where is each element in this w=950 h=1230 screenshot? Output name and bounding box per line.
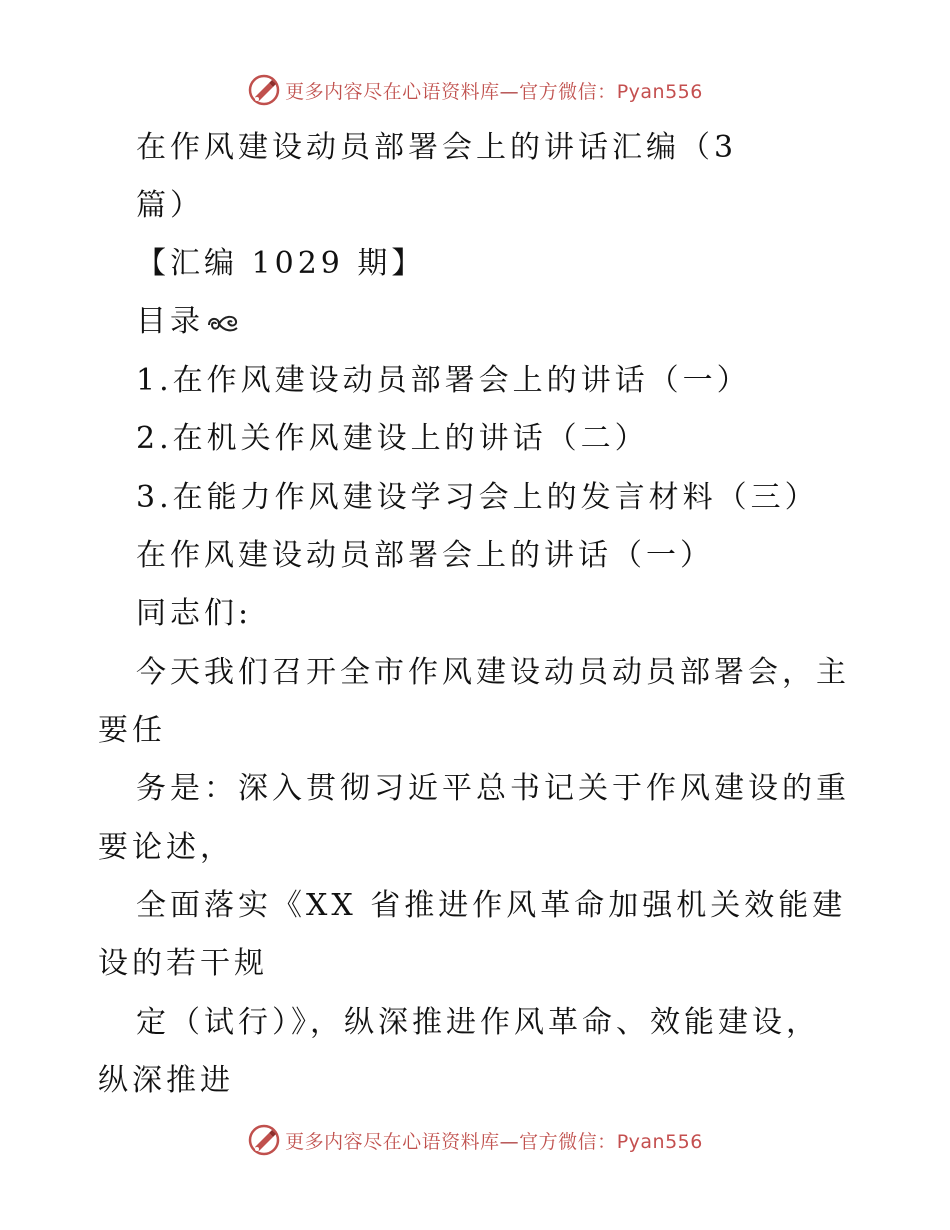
pen-logo-icon (247, 1123, 281, 1157)
body-line-2: 要任 (98, 713, 166, 748)
watermark-dash: — (499, 80, 520, 103)
toc-item-3: 3.在能力作风建设学习会上的发言材料（三） (136, 480, 819, 515)
section-title: 在作风建设动员部署会上的讲话（一） (136, 538, 714, 573)
wechat-id: Pyan556 (616, 80, 703, 103)
watermark-dash: — (499, 1130, 520, 1153)
document-title-line-1: 在作风建设动员部署会上的讲话汇编（3 (136, 130, 738, 165)
toc-item-2: 2.在机关作风建设上的讲话（二） (136, 421, 649, 456)
wechat-id: Pyan556 (616, 1130, 703, 1153)
footer-watermark (0, 1120, 950, 1160)
document-title-line-2: 篇） (136, 188, 204, 223)
body-line-6: 设的若干规 (98, 946, 268, 981)
wechat-label: 官方微信： (519, 80, 617, 103)
watermark-text: 更多内容尽在心语资料库 (285, 1130, 500, 1153)
body-line-7: 定（试行）》，纵深推进作风革命、效能建设， (136, 1005, 820, 1040)
flourish-icon (206, 311, 240, 335)
toc-heading-row (136, 302, 240, 342)
body-line-1: 今天我们召开全市作风建设动员动员部署会，主 (136, 655, 850, 690)
toc-heading: 目录 (136, 304, 204, 339)
wechat-label: 官方微信： (519, 1130, 617, 1153)
body-line-3: 务是：深入贯彻习近平总书记关于作风建设的重 (136, 771, 850, 806)
body-line-5: 全面落实《XX 省推进作风革命加强机关效能建 (136, 888, 847, 923)
body-line-4: 要论述， (98, 830, 234, 865)
salutation: 同志们: (136, 596, 253, 631)
watermark-text: 更多内容尽在心语资料库 (285, 80, 500, 103)
body-line-8: 纵深推进 (98, 1063, 234, 1098)
toc-item-1: 1.在作风建设动员部署会上的讲话（一） (136, 363, 751, 398)
issue-number: 【汇编 1029 期】 (136, 246, 426, 281)
